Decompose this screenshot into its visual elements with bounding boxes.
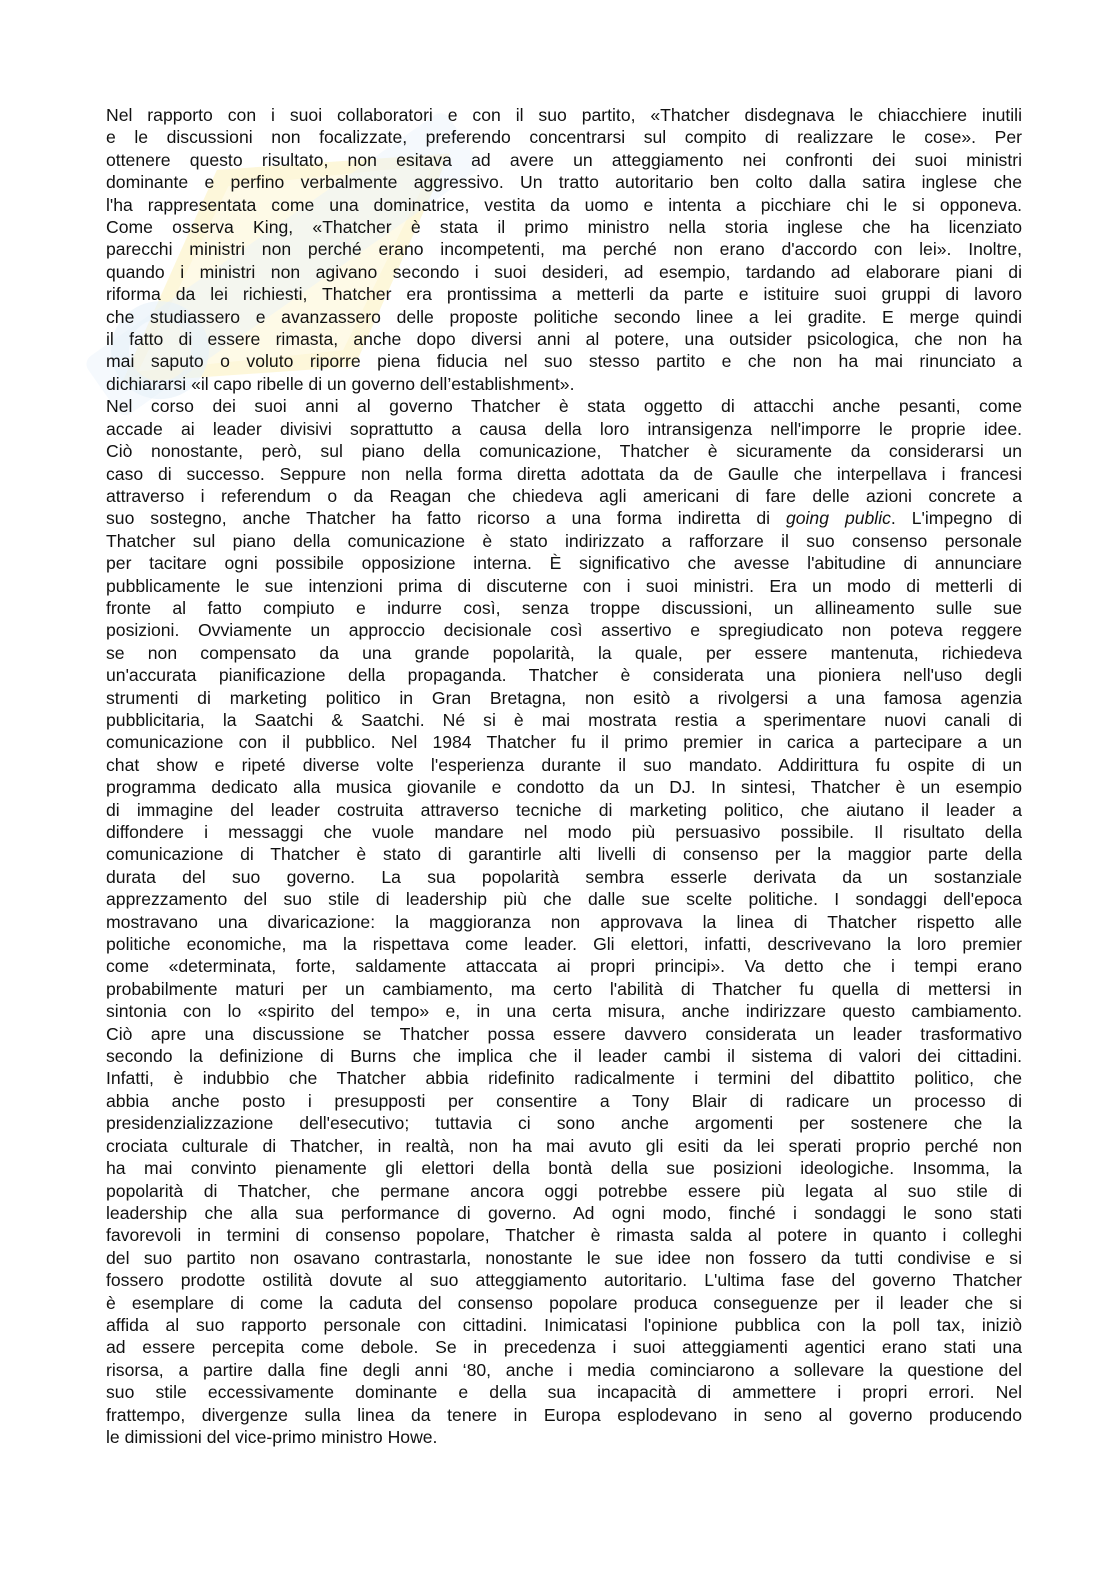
text-line: secondo la definizione di Burns che implica che il leader cambi il sistema di valori dei cittadini. [106, 1046, 1022, 1067]
text-line: Ciò apre una discussione se Thatcher possa essere davvero considerata un leader trasformativo [106, 1023, 1022, 1044]
text-line: affida al suo rapporto personale con cittadini. Inimicatasi l'opinione pubblica con la poll tax, iniziò [106, 1314, 1022, 1335]
text-line: ottenere questo risultato, non esitava ad avere un atteggiamento nei confronti dei suoi ministri [106, 149, 1022, 170]
text-line: fossero prodotte ostilità dovute al suo atteggiamento autoritario. L'ultima fase del governo Thatcher [106, 1270, 1022, 1291]
text-line: Ciò nonostante, però, sul piano della comunicazione, Thatcher è sicuramente da considerarsi un [106, 441, 1022, 462]
text-line: quando i ministri non agivano secondo i suoi desideri, ad esempio, tardando ad elaborare piani di [106, 261, 1022, 282]
text-line: durata del suo governo. La sua popolarità sembra esserle derivata da un sostanziale [106, 866, 1022, 887]
text-line: posizioni. Ovviamente un approccio decisionale così assertivo e spregiudicato non poteva reggere [106, 620, 1022, 641]
text-line: apprezzamento del suo stile di leadership più che dalle sue scelte politiche. I sondaggi dell'epoca [106, 889, 1022, 910]
text-line: favorevoli in termini di consenso popolare, Thatcher è rimasta salda al potere in quanto i colleghi [106, 1225, 1022, 1246]
text-line: Infatti, è indubbio che Thatcher abbia ridefinito radicalmente i termini del dibattito politico, che [106, 1068, 1022, 1089]
text-line: del suo partito non osavano contrastarla, nonostante le sue idee non fossero da tutti condivise e si [106, 1247, 1022, 1268]
italic-phrase: going public [785, 508, 891, 529]
text-line: popolarità di Thatcher, che permane ancora oggi potrebbe essere più legata al suo stile di [106, 1180, 1022, 1201]
text-line: chat show e ripeté diverse volte l'esperienza durante il suo mandato. Addirittura fu ospite di un [106, 754, 1022, 775]
text-line: comunicazione con il pubblico. Nel 1984 Thatcher fu il primo premier in carica a partecipare a un [106, 732, 1022, 753]
text-line: suo sostegno, anche Thatcher ha fatto ricorso a una forma indiretta di going public. L'impegno di [106, 508, 1023, 529]
text-line: le dimissioni del vice-primo ministro Howe. [106, 1426, 438, 1447]
text-line: dominante e perfino verbalmente aggressivo. Un tratto autoritario ben colto dalla satira inglese che [106, 172, 1022, 193]
text-line: probabilmente maturi per un cambiamento, ma certo l'abilità di Thatcher fu quella di mettersi in [106, 978, 1022, 999]
text-line: mai saputo o voluto riporre piena fiducia nel suo stesso partito e che non ha mai rinunciato a [106, 351, 1022, 372]
text-line: politiche economiche, ma la rispettava come leader. Gli elettori, infatti, descrivevano la loro premier [106, 934, 1022, 955]
text-line: che studiassero e avanzassero delle proposte politiche secondo linee a lei gradite. E merge quindi [106, 306, 1022, 327]
text-line: per tacitare ogni possibile opposizione interna. È significativo che avesse l'abitudine di annunciare [106, 553, 1022, 574]
text-line: risorsa, a partire dalla fine degli anni ‘80, anche i media cominciarono a sollevare la questione del [106, 1359, 1022, 1380]
text-line: comunicazione di Thatcher è stato di garantirle alti livelli di consenso per la maggior parte della [106, 844, 1022, 865]
text-line: diffondere i messaggi che vuole mandare nel modo più persuasivo possibile. Il risultato della [106, 822, 1022, 842]
text-line: leadership che alla sua performance di governo. Ad ogni modo, finché i sondaggi le sono stati [106, 1202, 1022, 1223]
text-line: mostravano una divaricazione: la maggioranza non approvava la linea di Thatcher rispetto alle [106, 911, 1022, 932]
text-line: ha mai convinto pienamente gli elettori della bontà della sue posizioni ideologiche. Insomma, la [106, 1158, 1022, 1179]
text-line: come «determinata, forte, saldamente attaccata ai propri principi». Va detto che i tempi erano [106, 956, 1022, 977]
text-line: abbia anche posto i presupposti per consentire a Tony Blair di radicare un processo di [106, 1090, 1022, 1111]
text-line: presidenzializzazione dell'esecutivo; tuttavia ci sono anche argomenti per sostenere che la [106, 1113, 1022, 1134]
text-line: l'ha rappresentata come una dominatrice, vestita da uomo e intenta a picchiare chi le si opponeva. [106, 194, 1022, 215]
text-line: e le discussioni non focalizzate, preferendo concentrarsi sul compito di realizzare le cose». Per [106, 127, 1022, 148]
text-line: strumenti di marketing politico in Gran Bretagna, non esitò a rivolgersi a una famosa agenzia [106, 687, 1022, 708]
text-line: riforma da lei richiesti, Thatcher era prontissima a metterli da parte e istituire suoi gruppi di lavoro [106, 284, 1022, 305]
text-line: crociata culturale di Thatcher, in realtà, non ha mai avuto gli esiti da lei sperati proprio perché non [106, 1135, 1022, 1156]
text-line: attraverso i referendum o da Reagan che chiedeva agli americani di fare delle azioni concrete a [106, 485, 1022, 506]
text-line: se non compensato da una grande popolarità, la quale, per essere mantenuta, richiedeva [106, 642, 1022, 663]
text-line: un'accurata pianificazione della propaganda. Thatcher è considerata una pioniera nell'uso degli [106, 665, 1022, 686]
text-line: suo stile eccessivamente dominante e della sua incapacità di ammettere i propri errori. Nel [106, 1382, 1022, 1403]
paragraph [106, 395, 1022, 1448]
text-line: ad essere percepita come debole. Se in precedenza i suoi atteggiamenti agentici erano stati una [106, 1337, 1022, 1358]
text-line: Nel corso dei suoi anni al governo Thatcher è stata oggetto di attacchi anche pesanti, come [106, 396, 1022, 417]
text-line: programma dedicato alla musica giovanile e condotto da un DJ. In sintesi, Thatcher è un esempio [106, 777, 1022, 798]
text-line: il fatto di essere rimasta, anche dopo diversi anni al potere, una outsider psicologica, che non ha [106, 329, 1022, 350]
text-line: Come osserva King, «Thatcher è stata il primo ministro nella storia inglese che ha licenziato [106, 217, 1022, 238]
text-line: è esemplare di come la caduta del consenso popolare produca conseguenze per il leader che si [106, 1292, 1022, 1313]
text-line: sintonia con lo «spirito del tempo» e, in una certa misura, anche indirizzare questo cambiamento. [106, 1001, 1022, 1022]
text-line: parecchi ministri non perché erano incompetenti, ma perché non erano d'accordo con lei». Inoltre, [106, 239, 1022, 260]
text-line: accade ai leader divisivi soprattutto a causa della loro intransigenza nell'imporre le proprie idee. [106, 418, 1022, 439]
document-body [106, 104, 1022, 1448]
text-line: caso di successo. Seppure non nella forma diretta adottata da de Gaulle che interpellava i francesi [106, 463, 1022, 484]
text-line: pubblicitaria, la Saatchi & Saatchi. Né si è mai mostrata restia a sperimentare nuovi canali di [106, 709, 1022, 730]
text-line: pubblicamente le sue intenzioni prima di discuterne con i suoi ministri. Era un modo di metterli di [106, 575, 1022, 596]
text-line: fronte al fatto compiuto e indurre così, senza troppe discussioni, un allineamento sulle sue [106, 597, 1022, 618]
text-line: Nel rapporto con i suoi collaboratori e con il suo partito, «Thatcher disdegnava le chiacchiere inutili [106, 105, 1022, 125]
text-line: dichiararsi «il capo ribelle di un governo dell’establishment». [106, 373, 575, 394]
text-line: di immagine del leader costruita attraverso tecniche di marketing politico, che aiutano il leader a [106, 799, 1022, 820]
text-line: frattempo, divergenze sulla linea da tenere in Europa esplodevano in seno al governo producendo [106, 1404, 1022, 1425]
text-line: Thatcher sul piano della comunicazione è stato indirizzato a rafforzare il suo consenso personale [106, 530, 1022, 551]
paragraph [106, 104, 1022, 395]
